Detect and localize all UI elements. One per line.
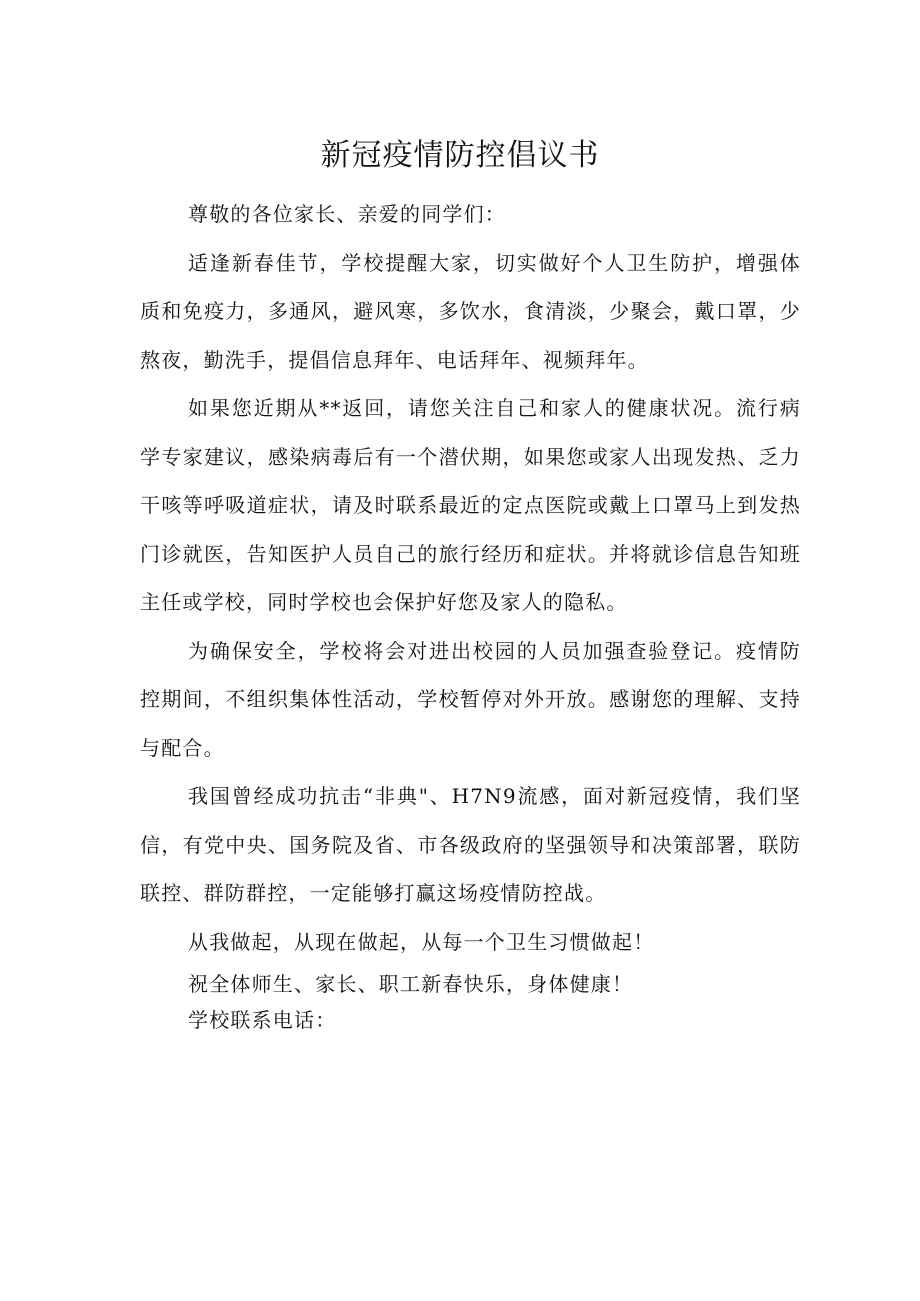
contact-phone-label: 学校联系电话： — [188, 1008, 337, 1032]
document-title: 新冠疫情防控倡议书 — [320, 138, 600, 173]
closing-slogan: 从我做起，从现在做起，从每一个卫生习惯做起！ — [188, 929, 655, 954]
salutation: 尊敬的各位家长、亲爱的同学们： — [188, 202, 506, 226]
paragraph-holiday-advice: 适逢新春佳节，学校提醒大家，切实做好个人卫生防护，增强体质和免疫力，多通风，避风寒，多饮水，食清淡，少聚会，戴口罩，少熬夜，勤洗手，提倡信息拜年、电话拜年、视频拜年。 — [140, 250, 801, 372]
document-body — [140, 190, 801, 1038]
paragraph-health-monitoring: 如果您近期从**返回，请您关注自己和家人的健康状况。流行病学专家建议，感染病毒后有一个潜伏期，如果您或家人出现发热、乏力干咳等呼吸道症状，请及时联系最近的定点医院或戴上口罩马上到发热门诊就医，告知医护人员自己的旅行经历和症状。并将就诊信息告知班主任或学校，同时学校也会保护好您及家人的隐私。 — [140, 396, 801, 614]
paragraph-campus-safety: 为确保安全，学校将会对进出校园的人员加强查验登记。疫情防控期间，不组织集体性活动，学校暂停对外开放。感谢您的理解、支持与配合。 — [140, 638, 801, 760]
closing-wishes: 祝全体师生、家长、职工新春快乐，身体健康！ — [188, 972, 634, 996]
paragraph-confidence: 我国曾经成功抗击“非典"、H7N9流感，面对新冠疫情，我们坚信，有党中央、国务院及省、市各级政府的坚强领导和决策部署，联防联控、群防群控，一定能够打赢这场疫情防控战。 — [140, 784, 801, 905]
